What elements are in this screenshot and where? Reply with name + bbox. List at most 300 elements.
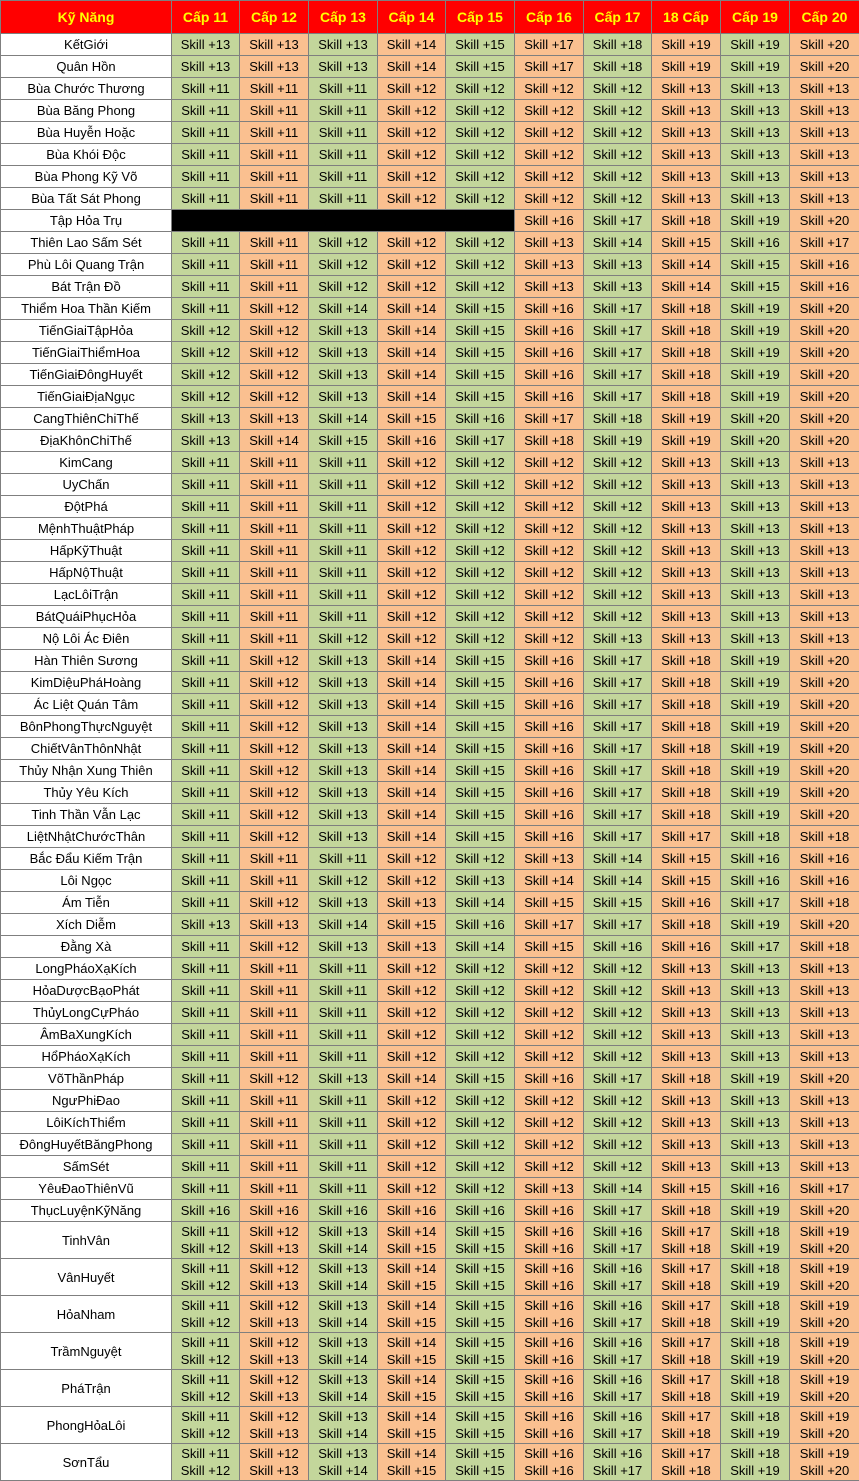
level-cell: Skill +12 bbox=[378, 232, 446, 254]
level-cell bbox=[584, 1407, 652, 1444]
level-cell bbox=[446, 1407, 515, 1444]
level-value: Skill +15 bbox=[386, 1389, 437, 1404]
level-value: Skill +18 bbox=[730, 1224, 780, 1239]
level-value: Skill +17 bbox=[592, 1463, 643, 1478]
level-cell: Skill +13 bbox=[309, 386, 378, 408]
level-cell: Skill +11 bbox=[240, 584, 309, 606]
level-cell: Skill +17 bbox=[584, 914, 652, 936]
level-cell bbox=[240, 1444, 309, 1481]
level-cell: Skill +12 bbox=[446, 232, 515, 254]
level-cell: Skill +12 bbox=[446, 518, 515, 540]
level-cell bbox=[378, 1333, 446, 1370]
level-cell bbox=[652, 1444, 721, 1481]
level-cell: Skill +17 bbox=[584, 694, 652, 716]
level-cell: Skill +13 bbox=[309, 320, 378, 342]
level-cell bbox=[240, 1407, 309, 1444]
level-value: Skill +20 bbox=[799, 1463, 850, 1478]
header-level-15: Cấp 15 bbox=[446, 1, 515, 34]
level-cell: Skill +17 bbox=[584, 364, 652, 386]
level-cell: Skill +15 bbox=[378, 408, 446, 430]
level-cell: Skill +13 bbox=[172, 34, 240, 56]
level-cell: Skill +11 bbox=[240, 474, 309, 496]
level-cell: Skill +11 bbox=[172, 78, 240, 100]
level-value: Skill +13 bbox=[249, 1278, 299, 1293]
level-cell: Skill +14 bbox=[378, 386, 446, 408]
level-value: Skill +12 bbox=[180, 1241, 231, 1256]
level-cell: Skill +20 bbox=[790, 782, 859, 804]
level-cell: Skill +12 bbox=[378, 78, 446, 100]
level-cell: Skill +16 bbox=[721, 848, 790, 870]
level-value: Skill +11 bbox=[181, 1446, 230, 1461]
table-row bbox=[1, 848, 859, 870]
level-value: Skill +11 bbox=[181, 1409, 230, 1424]
level-value: Skill +15 bbox=[455, 1389, 505, 1404]
level-cell: Skill +19 bbox=[721, 760, 790, 782]
level-cell: Skill +12 bbox=[446, 1002, 515, 1024]
level-cell: Skill +13 bbox=[652, 1134, 721, 1156]
level-cell: Skill +13 bbox=[172, 408, 240, 430]
level-cell: Skill +15 bbox=[515, 936, 584, 958]
level-cell: Skill +16 bbox=[515, 738, 584, 760]
header-level-16: Cấp 16 bbox=[515, 1, 584, 34]
level-cell: Skill +19 bbox=[652, 56, 721, 78]
level-cell: Skill +11 bbox=[172, 606, 240, 628]
level-cell: Skill +17 bbox=[584, 210, 652, 232]
level-cell: Skill +11 bbox=[240, 144, 309, 166]
level-cell: Skill +12 bbox=[515, 166, 584, 188]
level-cell: Skill +11 bbox=[240, 1024, 309, 1046]
level-cell: Skill +12 bbox=[446, 496, 515, 518]
level-value: Skill +18 bbox=[661, 1389, 711, 1404]
level-value: Skill +18 bbox=[730, 1261, 780, 1276]
level-value: Skill +17 bbox=[592, 1426, 643, 1441]
level-cell bbox=[446, 1259, 515, 1296]
skill-name: SơnTẩu bbox=[1, 1444, 172, 1481]
level-cell: Skill +18 bbox=[652, 716, 721, 738]
level-value: Skill +19 bbox=[730, 1426, 780, 1441]
level-cell: Skill +15 bbox=[446, 694, 515, 716]
level-cell: Skill +13 bbox=[790, 1112, 859, 1134]
level-cell: Skill +12 bbox=[378, 1156, 446, 1178]
level-cell: Skill +14 bbox=[652, 254, 721, 276]
level-cell: Skill +12 bbox=[240, 320, 309, 342]
level-cell bbox=[378, 1259, 446, 1296]
skill-name: Thủy Yêu Kích bbox=[1, 782, 172, 804]
table-row bbox=[1, 1112, 859, 1134]
level-cell bbox=[721, 1333, 790, 1370]
level-value: Skill +14 bbox=[386, 1298, 437, 1313]
skill-name: HấpNộThuật bbox=[1, 562, 172, 584]
level-cell: Skill +13 bbox=[309, 650, 378, 672]
level-cell bbox=[584, 1370, 652, 1407]
level-cell: Skill +11 bbox=[309, 1178, 378, 1200]
level-cell: Skill +16 bbox=[721, 1178, 790, 1200]
level-cell: Skill +13 bbox=[240, 56, 309, 78]
level-cell: Skill +13 bbox=[790, 100, 859, 122]
skill-name: Thiểm Hoa Thần Kiếm bbox=[1, 298, 172, 320]
table-row bbox=[1, 254, 859, 276]
level-cell: Skill +13 bbox=[652, 122, 721, 144]
level-cell: Skill +13 bbox=[652, 584, 721, 606]
level-cell: Skill +12 bbox=[240, 672, 309, 694]
level-value: Skill +15 bbox=[455, 1261, 505, 1276]
level-cell: Skill +12 bbox=[446, 78, 515, 100]
level-value: Skill +15 bbox=[455, 1463, 505, 1478]
level-cell: Skill +11 bbox=[172, 166, 240, 188]
level-value: Skill +15 bbox=[455, 1372, 505, 1387]
level-cell: Skill +11 bbox=[172, 848, 240, 870]
level-cell: Skill +11 bbox=[240, 166, 309, 188]
level-cell: Skill +12 bbox=[378, 166, 446, 188]
level-cell bbox=[309, 1333, 378, 1370]
level-cell: Skill +12 bbox=[446, 848, 515, 870]
skill-name: ÂmBaXungKích bbox=[1, 1024, 172, 1046]
level-cell: Skill +12 bbox=[309, 276, 378, 298]
level-cell: Skill +12 bbox=[378, 122, 446, 144]
level-cell: Skill +20 bbox=[721, 430, 790, 452]
table-row bbox=[1, 430, 859, 452]
level-cell: Skill +20 bbox=[790, 408, 859, 430]
level-cell: Skill +17 bbox=[446, 430, 515, 452]
level-value: Skill +17 bbox=[661, 1298, 711, 1313]
level-cell: Skill +11 bbox=[240, 1134, 309, 1156]
level-cell: Skill +12 bbox=[378, 144, 446, 166]
level-cell: Skill +13 bbox=[172, 430, 240, 452]
level-cell bbox=[309, 1370, 378, 1407]
level-cell: Skill +19 bbox=[721, 56, 790, 78]
level-value: Skill +14 bbox=[318, 1389, 368, 1404]
level-cell: Skill +12 bbox=[378, 100, 446, 122]
level-cell: Skill +13 bbox=[309, 782, 378, 804]
level-value: Skill +14 bbox=[318, 1352, 368, 1367]
level-cell: Skill +20 bbox=[790, 1068, 859, 1090]
skill-name: TrầmNguyệt bbox=[1, 1333, 172, 1370]
level-cell: Skill +17 bbox=[584, 826, 652, 848]
level-value: Skill +15 bbox=[386, 1241, 437, 1256]
level-cell: Skill +12 bbox=[446, 540, 515, 562]
header-level-20: Cấp 20 bbox=[790, 1, 859, 34]
level-cell: Skill +20 bbox=[790, 56, 859, 78]
level-value: Skill +14 bbox=[318, 1278, 368, 1293]
level-cell: Skill +12 bbox=[446, 1024, 515, 1046]
level-cell: Skill +16 bbox=[584, 936, 652, 958]
level-cell: Skill +11 bbox=[240, 958, 309, 980]
level-cell: Skill +12 bbox=[515, 100, 584, 122]
level-cell: Skill +12 bbox=[515, 958, 584, 980]
level-cell: Skill +18 bbox=[515, 430, 584, 452]
level-cell: Skill +13 bbox=[790, 188, 859, 210]
level-cell: Skill +19 bbox=[721, 672, 790, 694]
level-cell bbox=[515, 1407, 584, 1444]
level-value: Skill +14 bbox=[318, 1315, 368, 1330]
level-cell: Skill +13 bbox=[652, 518, 721, 540]
level-cell bbox=[515, 1259, 584, 1296]
level-value: Skill +18 bbox=[730, 1298, 780, 1313]
level-value: Skill +20 bbox=[799, 1278, 850, 1293]
level-cell: Skill +12 bbox=[584, 188, 652, 210]
level-cell: Skill +11 bbox=[240, 540, 309, 562]
table-row bbox=[1, 144, 859, 166]
level-cell: Skill +13 bbox=[721, 540, 790, 562]
skill-name: Bùa Chước Thương bbox=[1, 78, 172, 100]
level-cell: Skill +12 bbox=[240, 1068, 309, 1090]
level-cell: Skill +12 bbox=[446, 606, 515, 628]
level-cell: Skill +12 bbox=[240, 298, 309, 320]
level-cell: Skill +11 bbox=[172, 562, 240, 584]
table-row bbox=[1, 452, 859, 474]
level-cell: Skill +13 bbox=[790, 496, 859, 518]
level-cell: Skill +11 bbox=[309, 166, 378, 188]
level-cell: Skill +13 bbox=[309, 56, 378, 78]
level-cell: Skill +19 bbox=[721, 386, 790, 408]
level-cell: Skill +11 bbox=[172, 1112, 240, 1134]
header-level-19: Cấp 19 bbox=[721, 1, 790, 34]
level-cell: Skill +12 bbox=[584, 1090, 652, 1112]
level-cell: Skill +16 bbox=[515, 298, 584, 320]
level-cell: Skill +11 bbox=[240, 848, 309, 870]
level-value: Skill +18 bbox=[661, 1463, 711, 1478]
level-cell: Skill +12 bbox=[446, 958, 515, 980]
level-cell bbox=[515, 1296, 584, 1333]
level-cell: Skill +13 bbox=[790, 540, 859, 562]
level-cell bbox=[515, 1333, 584, 1370]
table-row bbox=[1, 518, 859, 540]
skill-name: HổPháoXạKích bbox=[1, 1046, 172, 1068]
level-cell: Skill +13 bbox=[652, 1024, 721, 1046]
level-cell: Skill +16 bbox=[446, 408, 515, 430]
level-cell: Skill +11 bbox=[309, 1156, 378, 1178]
level-cell: Skill +16 bbox=[721, 232, 790, 254]
level-cell bbox=[378, 1407, 446, 1444]
level-cell: Skill +16 bbox=[515, 672, 584, 694]
level-cell: Skill +12 bbox=[584, 452, 652, 474]
level-cell: Skill +14 bbox=[378, 298, 446, 320]
level-cell bbox=[446, 1444, 515, 1481]
level-value: Skill +13 bbox=[318, 1409, 368, 1424]
level-value: Skill +19 bbox=[799, 1446, 850, 1461]
level-value: Skill +17 bbox=[592, 1315, 643, 1330]
level-cell: Skill +11 bbox=[240, 518, 309, 540]
table-row bbox=[1, 386, 859, 408]
level-cell: Skill +14 bbox=[515, 870, 584, 892]
level-cell: Skill +16 bbox=[790, 254, 859, 276]
level-cell: Skill +11 bbox=[172, 826, 240, 848]
level-cell: Skill +13 bbox=[652, 1156, 721, 1178]
level-cell: Skill +12 bbox=[378, 606, 446, 628]
level-cell: Skill +11 bbox=[240, 1090, 309, 1112]
level-cell: Skill +13 bbox=[721, 628, 790, 650]
level-cell: Skill +11 bbox=[240, 254, 309, 276]
level-value: Skill +12 bbox=[180, 1352, 231, 1367]
level-cell: Skill +11 bbox=[309, 78, 378, 100]
level-cell bbox=[652, 1296, 721, 1333]
level-cell: Skill +13 bbox=[446, 870, 515, 892]
skill-name: Đằng Xà bbox=[1, 936, 172, 958]
level-value: Skill +18 bbox=[730, 1409, 780, 1424]
level-cell: Skill +13 bbox=[652, 452, 721, 474]
level-cell: Skill +12 bbox=[378, 628, 446, 650]
level-cell: Skill +12 bbox=[378, 276, 446, 298]
level-value: Skill +16 bbox=[524, 1298, 574, 1313]
level-cell: Skill +17 bbox=[515, 408, 584, 430]
level-cell: Skill +12 bbox=[378, 1178, 446, 1200]
level-cell: Skill +19 bbox=[721, 694, 790, 716]
level-cell: Skill +16 bbox=[240, 1200, 309, 1222]
level-cell: Skill +11 bbox=[309, 518, 378, 540]
level-value: Skill +15 bbox=[455, 1335, 505, 1350]
level-value: Skill +12 bbox=[249, 1446, 299, 1461]
level-cell: Skill +13 bbox=[309, 694, 378, 716]
level-cell: Skill +11 bbox=[172, 1024, 240, 1046]
level-cell: Skill +12 bbox=[515, 1156, 584, 1178]
level-cell: Skill +14 bbox=[378, 782, 446, 804]
table-row bbox=[1, 1068, 859, 1090]
level-cell: Skill +13 bbox=[652, 188, 721, 210]
level-cell: Skill +11 bbox=[172, 276, 240, 298]
level-cell bbox=[309, 1407, 378, 1444]
level-cell: Skill +13 bbox=[790, 980, 859, 1002]
skill-name: ĐộtPhá bbox=[1, 496, 172, 518]
level-cell: Skill +11 bbox=[309, 1046, 378, 1068]
level-cell: Skill +17 bbox=[584, 298, 652, 320]
skill-name: Tinh Thần Vẫn Lạc bbox=[1, 804, 172, 826]
level-value: Skill +16 bbox=[524, 1352, 574, 1367]
level-cell bbox=[446, 1333, 515, 1370]
level-value: Skill +18 bbox=[661, 1352, 711, 1367]
level-cell: Skill +13 bbox=[652, 78, 721, 100]
level-cell: Skill +15 bbox=[721, 254, 790, 276]
level-cell: Skill +12 bbox=[240, 716, 309, 738]
level-cell: Skill +12 bbox=[584, 1046, 652, 1068]
header-level-11: Cấp 11 bbox=[172, 1, 240, 34]
level-cell bbox=[309, 1296, 378, 1333]
skill-name: KimDiệuPháHoàng bbox=[1, 672, 172, 694]
level-cell: Skill +19 bbox=[721, 320, 790, 342]
skill-name: BátQuáiPhụcHỏa bbox=[1, 606, 172, 628]
level-cell: Skill +11 bbox=[172, 188, 240, 210]
level-value: Skill +14 bbox=[318, 1463, 368, 1478]
level-cell: Skill +14 bbox=[378, 694, 446, 716]
level-value: Skill +14 bbox=[386, 1261, 437, 1276]
level-cell: Skill +17 bbox=[584, 760, 652, 782]
table-row bbox=[1, 716, 859, 738]
level-cell: Skill +12 bbox=[584, 1134, 652, 1156]
level-cell: Skill +12 bbox=[584, 584, 652, 606]
level-value: Skill +16 bbox=[524, 1261, 574, 1276]
level-value: Skill +13 bbox=[249, 1352, 299, 1367]
level-value: Skill +12 bbox=[249, 1409, 299, 1424]
level-cell: Skill +15 bbox=[446, 650, 515, 672]
level-cell: Skill +12 bbox=[515, 562, 584, 584]
level-cell: Skill +19 bbox=[721, 34, 790, 56]
level-cell: Skill +20 bbox=[790, 914, 859, 936]
table-row bbox=[1, 1090, 859, 1112]
level-cell: Skill +12 bbox=[515, 518, 584, 540]
level-value: Skill +15 bbox=[455, 1298, 505, 1313]
level-cell: Skill +13 bbox=[652, 1090, 721, 1112]
level-cell: Skill +19 bbox=[652, 34, 721, 56]
header-level-17: Cấp 17 bbox=[584, 1, 652, 34]
level-cell: Skill +11 bbox=[309, 188, 378, 210]
level-cell: Skill +18 bbox=[652, 650, 721, 672]
level-cell: Skill +11 bbox=[240, 276, 309, 298]
level-cell: Skill +12 bbox=[446, 122, 515, 144]
level-value: Skill +18 bbox=[730, 1446, 780, 1461]
level-cell: Skill +17 bbox=[584, 1200, 652, 1222]
level-value: Skill +11 bbox=[181, 1224, 230, 1239]
level-cell: Skill +12 bbox=[515, 1134, 584, 1156]
level-cell: Skill +13 bbox=[790, 1090, 859, 1112]
level-cell: Skill +13 bbox=[721, 1156, 790, 1178]
level-cell: Skill +11 bbox=[172, 1178, 240, 1200]
level-cell: Skill +20 bbox=[790, 210, 859, 232]
skill-name: Xích Diễm bbox=[1, 914, 172, 936]
level-cell: Skill +19 bbox=[721, 650, 790, 672]
table-row bbox=[1, 936, 859, 958]
level-cell: Skill +16 bbox=[515, 320, 584, 342]
level-cell: Skill +11 bbox=[309, 122, 378, 144]
table-row bbox=[1, 672, 859, 694]
level-cell: Skill +12 bbox=[446, 188, 515, 210]
table-row bbox=[1, 408, 859, 430]
level-cell: Skill +12 bbox=[584, 980, 652, 1002]
level-cell: Skill +16 bbox=[515, 716, 584, 738]
level-cell: Skill +13 bbox=[309, 936, 378, 958]
level-cell: Skill +13 bbox=[721, 1134, 790, 1156]
skill-name: LôiKíchThiểm bbox=[1, 1112, 172, 1134]
level-cell: Skill +17 bbox=[584, 782, 652, 804]
table-row bbox=[1, 276, 859, 298]
level-cell bbox=[721, 1296, 790, 1333]
skill-name: Lôi Ngọc bbox=[1, 870, 172, 892]
level-cell: Skill +15 bbox=[446, 738, 515, 760]
level-cell: Skill +12 bbox=[378, 562, 446, 584]
skill-name: HấpKỹThuật bbox=[1, 540, 172, 562]
level-cell bbox=[652, 1333, 721, 1370]
level-cell: Skill +12 bbox=[515, 1112, 584, 1134]
level-cell: Skill +18 bbox=[790, 826, 859, 848]
skill-name: LạcLôiTrận bbox=[1, 584, 172, 606]
level-cell bbox=[309, 1222, 378, 1259]
level-cell: Skill +13 bbox=[721, 980, 790, 1002]
level-cell: Skill +11 bbox=[172, 958, 240, 980]
level-cell: Skill +20 bbox=[790, 650, 859, 672]
level-cell: Skill +11 bbox=[172, 1002, 240, 1024]
level-cell bbox=[584, 1259, 652, 1296]
level-value: Skill +17 bbox=[592, 1352, 643, 1367]
level-cell: Skill +16 bbox=[790, 848, 859, 870]
level-value: Skill +17 bbox=[592, 1389, 643, 1404]
level-cell bbox=[172, 1296, 240, 1333]
level-cell: Skill +12 bbox=[309, 870, 378, 892]
table-row bbox=[1, 562, 859, 584]
level-cell: Skill +17 bbox=[584, 1068, 652, 1090]
level-cell: Skill +11 bbox=[172, 584, 240, 606]
level-cell: Skill +16 bbox=[515, 386, 584, 408]
level-cell: Skill +16 bbox=[515, 694, 584, 716]
level-cell: Skill +12 bbox=[378, 1112, 446, 1134]
skill-name: Hàn Thiên Sương bbox=[1, 650, 172, 672]
level-cell: Skill +16 bbox=[515, 364, 584, 386]
level-value: Skill +16 bbox=[592, 1298, 643, 1313]
level-value: Skill +18 bbox=[661, 1315, 711, 1330]
level-value: Skill +16 bbox=[524, 1372, 574, 1387]
level-value: Skill +12 bbox=[180, 1426, 231, 1441]
table-row bbox=[1, 1222, 859, 1259]
level-cell: Skill +17 bbox=[584, 672, 652, 694]
level-cell: Skill +12 bbox=[584, 958, 652, 980]
level-cell: Skill +12 bbox=[240, 936, 309, 958]
